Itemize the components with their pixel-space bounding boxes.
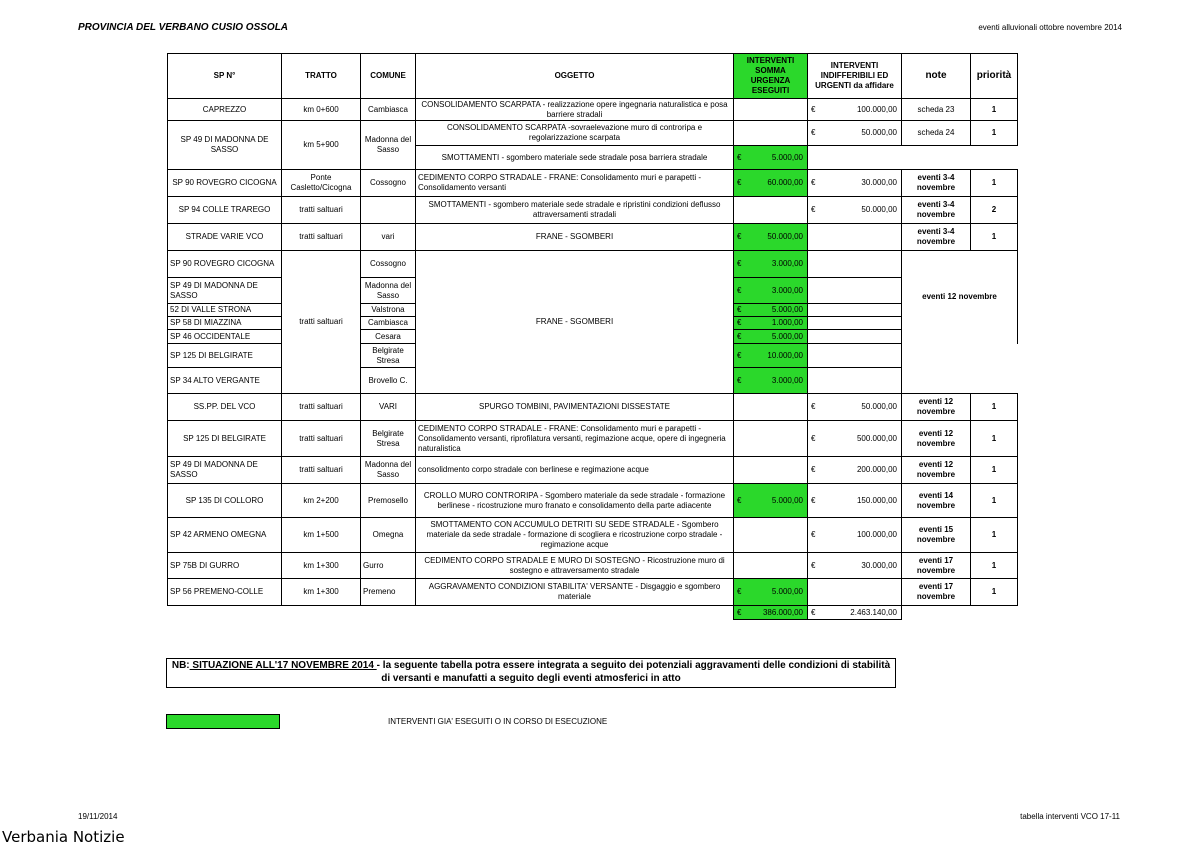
cell-priorita: 1 bbox=[971, 553, 1018, 579]
cell-eseguiti bbox=[734, 224, 808, 251]
euro-sign: € bbox=[737, 318, 742, 327]
amount: 3.000,00 bbox=[771, 259, 803, 268]
col-header-tratto: TRATTO bbox=[282, 54, 361, 99]
cell-priorita: 1 bbox=[971, 394, 1018, 421]
empty-cell bbox=[902, 606, 1018, 620]
table-row bbox=[168, 197, 1018, 224]
euro-sign: € bbox=[811, 104, 816, 114]
cell-eseguiti bbox=[734, 330, 808, 344]
amount: 60.000,00 bbox=[767, 178, 803, 187]
euro-sign: € bbox=[811, 178, 816, 187]
amount: 5.000,00 bbox=[771, 305, 803, 314]
cell-affidare bbox=[808, 579, 902, 606]
cell-sp: SP 75B DI GURRO bbox=[168, 553, 282, 579]
euro-sign: € bbox=[737, 232, 742, 241]
cell-affidare bbox=[808, 121, 902, 146]
cell-affidare bbox=[808, 484, 902, 518]
cell-comune: VARI bbox=[361, 394, 416, 421]
footer-doc-name: tabella interventi VCO 17-11 bbox=[1020, 812, 1120, 821]
col-header-affidare: INTERVENTI INDIFFERIBILI ED URGENTI da affidare bbox=[808, 54, 902, 99]
cell-oggetto: CEDIMENTO CORPO STRADALE - FRANE: Consolidamento muri e parapetti - Consolidamento versanti, riprofilatura versanti, regimazione acque, opere di ingegneria naturalistica bbox=[416, 421, 734, 457]
cell-affidare bbox=[808, 457, 902, 484]
cell-oggetto: CONSOLIDAMENTO SCARPATA - realizzazione opere ingegnaria naturalistica e posa barriere stradali bbox=[416, 99, 734, 121]
euro-sign: € bbox=[737, 285, 742, 295]
cell-affidare bbox=[808, 518, 902, 553]
empty-cell bbox=[168, 606, 734, 620]
cell-sp: SP 49 DI MADONNA DE SASSO bbox=[168, 278, 282, 304]
table-row bbox=[168, 518, 1018, 553]
cell-note: eventi 17 novembre bbox=[902, 553, 971, 579]
nb-note bbox=[166, 658, 896, 688]
cell-oggetto: SPURGO TOMBINI, PAVIMENTAZIONI DISSESTATE bbox=[416, 394, 734, 421]
amount: 2.463.140,00 bbox=[850, 607, 897, 617]
table-row bbox=[168, 251, 1018, 278]
empty-cell bbox=[971, 146, 1018, 170]
table-row bbox=[168, 170, 1018, 197]
document-subtitle: eventi alluvionali ottobre novembre 2014 bbox=[978, 23, 1122, 32]
empty-cell bbox=[902, 146, 971, 170]
cell-sp: SP 58 DI MIAZZINA bbox=[168, 317, 282, 330]
cell-oggetto: SMOTTAMENTO CON ACCUMULO DETRITI SU SEDE STRADALE - Sgombero materiale da sede stradale - formazione di scogliera e ricostruzione corpo stradale - regimazione acque bbox=[416, 518, 734, 553]
cell-eseguiti bbox=[734, 457, 808, 484]
table-row bbox=[168, 121, 1018, 146]
euro-sign: € bbox=[811, 560, 816, 570]
cell-eseguiti bbox=[734, 421, 808, 457]
cell-oggetto: SMOTTAMENTI - sgombero materiale sede stradale e ripristini condizioni deflusso attraversamenti stradali bbox=[416, 197, 734, 224]
table-row bbox=[168, 421, 1018, 457]
empty-cell bbox=[902, 344, 1018, 368]
euro-sign: € bbox=[811, 205, 816, 214]
euro-sign: € bbox=[737, 152, 742, 162]
euro-sign: € bbox=[737, 375, 742, 385]
cell-tratto: tratti saltuari bbox=[282, 251, 361, 394]
amount: 100.000,00 bbox=[856, 104, 897, 114]
euro-sign: € bbox=[737, 607, 742, 617]
cell-note: eventi 14 novembre bbox=[902, 484, 971, 518]
col-header-sp: SP N° bbox=[168, 54, 282, 99]
cell-affidare bbox=[808, 197, 902, 224]
cell-eseguiti bbox=[734, 317, 808, 330]
cell-affidare bbox=[808, 224, 902, 251]
cell-note: eventi 3-4 novembre bbox=[902, 197, 971, 224]
cell-comune: Premeno bbox=[361, 579, 416, 606]
cell-tratto: km 0+600 bbox=[282, 99, 361, 121]
cell-sp: SP 42 ARMENO OMEGNA bbox=[168, 518, 282, 553]
cell-comune bbox=[361, 197, 416, 224]
cell-sp: STRADE VARIE VCO bbox=[168, 224, 282, 251]
cell-priorita: 1 bbox=[971, 99, 1018, 121]
cell-note: eventi 15 novembre bbox=[902, 518, 971, 553]
euro-sign: € bbox=[811, 433, 816, 443]
col-header-oggetto: OGGETTO bbox=[416, 54, 734, 99]
cell-eseguiti bbox=[734, 197, 808, 224]
cell-sp: SP 49 DI MADONNA DE SASSO bbox=[168, 121, 282, 170]
amount: 150.000,00 bbox=[856, 495, 897, 505]
amount: 3.000,00 bbox=[771, 375, 803, 385]
amount: 50.000,00 bbox=[861, 205, 897, 214]
cell-comune: vari bbox=[361, 224, 416, 251]
cell-comune: Cambiasca bbox=[361, 99, 416, 121]
amount: 200.000,00 bbox=[856, 465, 897, 474]
cell-sp: SP 90 ROVEGRO CICOGNA bbox=[168, 170, 282, 197]
table-row bbox=[168, 99, 1018, 121]
cell-note: eventi 12 novembre bbox=[902, 457, 971, 484]
cell-priorita: 1 bbox=[971, 421, 1018, 457]
footer-date: 19/11/2014 bbox=[78, 812, 118, 821]
cell-sp: SP 56 PREMENO-COLLE bbox=[168, 579, 282, 606]
cell-sp: SP 34 ALTO VERGANTE bbox=[168, 368, 282, 394]
amount: 50.000,00 bbox=[767, 232, 803, 241]
cell-eseguiti bbox=[734, 518, 808, 553]
cell-affidare bbox=[808, 251, 902, 278]
cell-oggetto: FRANE - SGOMBERI bbox=[416, 224, 734, 251]
cell-note: eventi 12 novembre bbox=[902, 421, 971, 457]
legend-swatch bbox=[166, 714, 280, 729]
cell-affidare bbox=[808, 278, 902, 304]
cell-oggetto: CONSOLIDAMENTO SCARPATA -sovraelevazione muro di controripa e regolarizzazione scarpata bbox=[416, 121, 734, 146]
cell-comune: Madonna del Sasso bbox=[361, 457, 416, 484]
cell-eseguiti bbox=[734, 146, 808, 170]
table-row bbox=[168, 394, 1018, 421]
cell-affidare bbox=[808, 170, 902, 197]
cell-tratto: km 1+300 bbox=[282, 579, 361, 606]
euro-sign: € bbox=[737, 495, 742, 505]
totals-row bbox=[168, 606, 1018, 620]
cell-note: eventi 3-4 novembre bbox=[902, 170, 971, 197]
cell-priorita: 1 bbox=[971, 121, 1018, 146]
interventions-table bbox=[167, 53, 1018, 620]
amount: 100.000,00 bbox=[856, 530, 897, 539]
cell-tratto: Ponte Casletto/Cicogna bbox=[282, 170, 361, 197]
cell-comune: Cambiasca bbox=[361, 317, 416, 330]
cell-oggetto: consolidmento corpo stradale con berlinese e regimazione acque bbox=[416, 457, 734, 484]
cell-comune: Cossogno bbox=[361, 170, 416, 197]
cell-priorita: 1 bbox=[971, 484, 1018, 518]
table-row bbox=[168, 457, 1018, 484]
cell-affidare bbox=[808, 344, 902, 368]
cell-comune: Madonna del Sasso bbox=[361, 278, 416, 304]
cell-eseguiti bbox=[734, 344, 808, 368]
cell-affidare bbox=[808, 99, 902, 121]
cell-eseguiti bbox=[734, 368, 808, 394]
cell-priorita: 1 bbox=[971, 457, 1018, 484]
cell-priorita: 1 bbox=[971, 518, 1018, 553]
nb-highlight: SITUAZIONE ALL'17 NOVEMBRE 2014 bbox=[189, 660, 377, 671]
euro-sign: € bbox=[811, 128, 816, 137]
nb-text: la seguente tabella potra essere integrata a seguito dei potenziali aggravamenti delle condizioni di stabilità di versanti e manufatti a seguito degli eventi atmosferici in atto bbox=[380, 660, 891, 684]
amount: 5.000,00 bbox=[771, 331, 803, 341]
cell-comune: Belgirate Stresa bbox=[361, 421, 416, 457]
cell-eseguiti bbox=[734, 553, 808, 579]
nb-prefix: NB: bbox=[171, 660, 190, 671]
document-title: PROVINCIA DEL VERBANO CUSIO OSSOLA bbox=[78, 22, 289, 33]
cell-note: eventi 12 novembre bbox=[902, 251, 1018, 344]
cell-sp: SP 125 DI BELGIRATE bbox=[168, 344, 282, 368]
cell-priorita: 1 bbox=[971, 224, 1018, 251]
nb-dash: - bbox=[376, 660, 381, 671]
cell-sp: SP 90 ROVEGRO CICOGNA bbox=[168, 251, 282, 278]
cell-oggetto: CEDIMENTO CORPO STRADALE - FRANE: Consolidamento muri e parapetti - Consolidamento versanti bbox=[416, 170, 734, 197]
cell-oggetto: FRANE - SGOMBERI bbox=[416, 251, 734, 394]
cell-sp: SS.PP. DEL VCO bbox=[168, 394, 282, 421]
cell-priorita: 2 bbox=[971, 197, 1018, 224]
amount: 50.000,00 bbox=[861, 402, 897, 411]
cell-note: eventi 17 novembre bbox=[902, 579, 971, 606]
cell-tratto: km 1+500 bbox=[282, 518, 361, 553]
cell-sp: SP 46 OCCIDENTALE bbox=[168, 330, 282, 344]
cell-eseguiti bbox=[734, 278, 808, 304]
cell-comune: Belgirate Stresa bbox=[361, 344, 416, 368]
amount: 5.000,00 bbox=[771, 495, 803, 505]
cell-note: eventi 3-4 novembre bbox=[902, 224, 971, 251]
empty-cell bbox=[902, 368, 1018, 394]
cell-sp: SP 135 DI COLLORO bbox=[168, 484, 282, 518]
cell-sp: CAPREZZO bbox=[168, 99, 282, 121]
euro-sign: € bbox=[811, 607, 816, 617]
cell-eseguiti bbox=[734, 99, 808, 121]
cell-note: scheda 23 bbox=[902, 99, 971, 121]
cell-tratto: tratti saltuari bbox=[282, 197, 361, 224]
cell-priorita: 1 bbox=[971, 170, 1018, 197]
cell-affidare bbox=[808, 553, 902, 579]
amount: 10.000,00 bbox=[767, 350, 803, 360]
cell-oggetto: AGGRAVAMENTO CONDIZIONI STABILITA' VERSANTE - Disgaggio e sgombero materiale bbox=[416, 579, 734, 606]
cell-comune: Madonna del Sasso bbox=[361, 121, 416, 170]
cell-comune: Premosello bbox=[361, 484, 416, 518]
amount: 5.000,00 bbox=[771, 152, 803, 162]
cell-comune: Cesara bbox=[361, 330, 416, 344]
col-header-priorita: priorità bbox=[971, 54, 1018, 99]
cell-affidare bbox=[808, 368, 902, 394]
euro-sign: € bbox=[737, 331, 742, 341]
cell-oggetto: CEDIMENTO CORPO STRADALE E MURO DI SOSTEGNO - Ricostruzione muro di sostegno e attraversamento stradale bbox=[416, 553, 734, 579]
euro-sign: € bbox=[811, 530, 816, 539]
euro-sign: € bbox=[737, 178, 742, 187]
cell-sp: 52 DI VALLE STRONA bbox=[168, 304, 282, 317]
euro-sign: € bbox=[737, 587, 742, 596]
legend-label: INTERVENTI GIA' ESEGUITI O IN CORSO DI ESECUZIONE bbox=[388, 717, 608, 726]
watermark: Verbania Notizie bbox=[2, 828, 125, 846]
cell-comune: Omegna bbox=[361, 518, 416, 553]
cell-eseguiti bbox=[734, 394, 808, 421]
cell-comune: Valstrona bbox=[361, 304, 416, 317]
col-header-eseguiti: INTERVENTI SOMMA URGENZA ESEGUITI bbox=[734, 54, 808, 99]
cell-tratto: tratti saltuari bbox=[282, 394, 361, 421]
euro-sign: € bbox=[737, 259, 742, 268]
cell-tratto: tratti saltuari bbox=[282, 224, 361, 251]
amount: 50.000,00 bbox=[861, 128, 897, 137]
table-row bbox=[168, 224, 1018, 251]
amount: 3.000,00 bbox=[771, 285, 803, 295]
cell-affidare bbox=[808, 421, 902, 457]
table-row bbox=[168, 579, 1018, 606]
cell-comune: Brovello C. bbox=[361, 368, 416, 394]
cell-affidare bbox=[808, 394, 902, 421]
cell-eseguiti bbox=[734, 170, 808, 197]
cell-eseguiti bbox=[734, 251, 808, 278]
amount: 5.000,00 bbox=[771, 587, 803, 596]
cell-oggetto: CROLLO MURO CONTRORIPA - Sgombero materiale da sede stradale - formazione berlinese - ricostruzione muro franato e consolidamento della parte adiacente bbox=[416, 484, 734, 518]
table-header-row bbox=[168, 54, 1018, 99]
euro-sign: € bbox=[737, 305, 742, 314]
cell-priorita: 1 bbox=[971, 579, 1018, 606]
cell-sp: SP 125 DI BELGIRATE bbox=[168, 421, 282, 457]
col-header-note: note bbox=[902, 54, 971, 99]
euro-sign: € bbox=[811, 402, 816, 411]
cell-eseguiti bbox=[734, 484, 808, 518]
table-row bbox=[168, 484, 1018, 518]
total-eseguiti bbox=[734, 606, 808, 620]
euro-sign: € bbox=[811, 465, 816, 474]
cell-note: scheda 24 bbox=[902, 121, 971, 146]
cell-sp: SP 49 DI MADONNA DE SASSO bbox=[168, 457, 282, 484]
cell-tratto: km 1+300 bbox=[282, 553, 361, 579]
cell-comune: Gurro bbox=[361, 553, 416, 579]
total-affidare bbox=[808, 606, 902, 620]
amount: 386.000,00 bbox=[762, 607, 803, 617]
cell-affidare bbox=[808, 304, 902, 317]
cell-affidare bbox=[808, 317, 902, 330]
amount: 30.000,00 bbox=[861, 560, 897, 570]
cell-oggetto: SMOTTAMENTI - sgombero materiale sede stradale posa barriera stradale bbox=[416, 146, 734, 170]
amount: 1.000,00 bbox=[771, 318, 803, 327]
cell-eseguiti bbox=[734, 304, 808, 317]
cell-eseguiti bbox=[734, 579, 808, 606]
cell-tratto: tratti saltuari bbox=[282, 421, 361, 457]
table-row bbox=[168, 553, 1018, 579]
euro-sign: € bbox=[811, 495, 816, 505]
euro-sign: € bbox=[737, 350, 742, 360]
cell-tratto: km 5+900 bbox=[282, 121, 361, 170]
cell-affidare bbox=[808, 330, 902, 344]
cell-eseguiti bbox=[734, 121, 808, 146]
cell-tratto: tratti saltuari bbox=[282, 457, 361, 484]
col-header-comune: COMUNE bbox=[361, 54, 416, 99]
cell-sp: SP 94 COLLE TRAREGO bbox=[168, 197, 282, 224]
cell-tratto: km 2+200 bbox=[282, 484, 361, 518]
amount: 30.000,00 bbox=[861, 178, 897, 187]
cell-comune: Cossogno bbox=[361, 251, 416, 278]
empty-cell bbox=[808, 146, 902, 170]
amount: 500.000,00 bbox=[856, 433, 897, 443]
cell-note: eventi 12 novembre bbox=[902, 394, 971, 421]
